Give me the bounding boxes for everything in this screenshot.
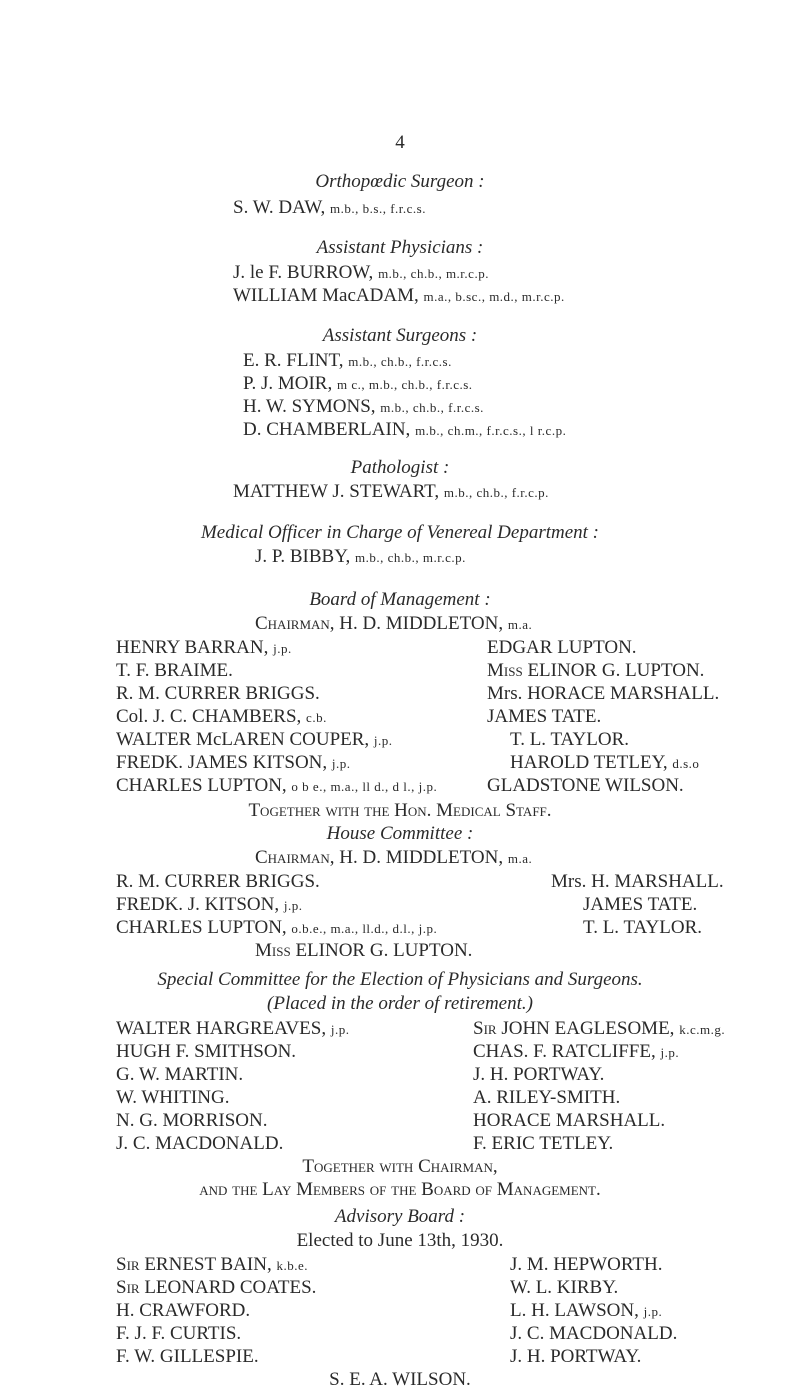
advisory-elected: Elected to June 13th, 1930. [296, 1230, 504, 1251]
advisory-row: Sir ERNEST BAIN, k.b.e. J. M. HEPWORTH. [116, 1254, 663, 1275]
board-row: R. M. CURRER BRIGGS. Mrs. HORACE MARSHALL. [116, 683, 720, 704]
advisory-heading: Advisory Board : [334, 1206, 466, 1227]
house-heading: House Committee : [326, 823, 474, 844]
special-members [0, 1017, 800, 1201]
advisory-row: Sir LEONARD COATES. W. L. KIRBY. [116, 1277, 619, 1298]
board-row: HENRY BARRAN, j.p. EDGAR LUPTON. [116, 637, 637, 658]
house-members [0, 870, 800, 961]
house-last-member: Miss ELINOR G. LUPTON. [255, 940, 473, 961]
special-heading: Special Committee for the Election of Physicians and Surgeons. [157, 969, 643, 990]
advisory-row: F. W. GILLESPIE. J. H. PORTWAY. [116, 1346, 642, 1367]
board-row: Col. J. C. CHAMBERS, c.b. JAMES TATE. [116, 706, 602, 727]
advisory-row: F. J. F. CURTIS. J. C. MACDONALD. [116, 1323, 678, 1344]
assistant-surgeons-heading: Assistant Surgeons : [322, 325, 478, 346]
advisory-members [0, 1253, 800, 1391]
house-committee-section [0, 822, 800, 868]
advisory-last-member: S. E. A. WILSON. [329, 1369, 471, 1390]
board-section [0, 588, 800, 634]
assistant-physicians-heading: Assistant Physicians : [316, 237, 484, 258]
board-heading: Board of Management : [309, 589, 491, 610]
board-footer: Together with the Hon. Medical Staff. [248, 800, 552, 821]
orthopaedic-surgeon-name: S. W. DAW, m.b., b.s., f.r.c.s. [233, 197, 426, 218]
assistant-physicians-section [0, 236, 800, 306]
house-row: FREDK. J. KITSON, j.p. JAMES TATE. [116, 894, 698, 915]
assistant-surgeon-name: D. CHAMBERLAIN, m.b., ch.m., f.r.c.s., l r.c.p. [243, 419, 567, 440]
board-row: T. F. BRAIME. Miss ELINOR G. LUPTON. [116, 660, 705, 681]
orthopaedic-heading: Orthopœdic Surgeon : [315, 171, 485, 192]
special-row: N. G. MORRISON. HORACE MARSHALL. [116, 1110, 666, 1131]
house-row: CHARLES LUPTON, o.b.e., m.a., ll.d., d.l., j.p. T. L. TAYLOR. [116, 917, 702, 938]
special-footer-1: Together with Chairman, [302, 1156, 498, 1177]
venereal-section [0, 521, 800, 567]
board-members [0, 636, 800, 822]
assistant-physician-name: J. le F. BURROW, m.b., ch.b., m.r.c.p. [233, 262, 489, 283]
board-row: FREDK. JAMES KITSON, j.p. HAROLD TETLEY, d.s.o [116, 752, 700, 773]
house-chairman: Chairman, H. D. MIDDLETON, m.a. [255, 847, 533, 868]
special-row: J. C. MACDONALD. F. ERIC TETLEY. [116, 1133, 614, 1154]
pathologist-heading: Pathologist : [350, 457, 450, 478]
board-row: CHARLES LUPTON, o b e., m.a., ll d., d l., j.p. GLADSTONE WILSON. [116, 775, 684, 796]
advisory-board-section [0, 1205, 800, 1252]
advisory-row: H. CRAWFORD. L. H. LAWSON, j.p. [116, 1300, 663, 1321]
venereal-officer-name: J. P. BIBBY, m.b., ch.b., m.r.c.p. [255, 546, 466, 567]
special-row: W. WHITING. A. RILEY-SMITH. [116, 1087, 621, 1108]
board-row: WALTER McLAREN COUPER, j.p. T. L. TAYLOR. [116, 729, 629, 750]
special-footer-2: and the Lay Members of the Board of Management. [199, 1179, 601, 1200]
special-subheading: (Placed in the order of retirement.) [267, 993, 533, 1014]
board-chairman: Chairman, H. D. MIDDLETON, m.a. [255, 613, 533, 634]
house-row: R. M. CURRER BRIGGS. Mrs. H. MARSHALL. [116, 871, 724, 892]
page-number: 4 [395, 132, 405, 153]
assistant-surgeons-section [0, 324, 800, 440]
assistant-surgeon-name: E. R. FLINT, m.b., ch.b., f.r.c.s. [243, 350, 452, 371]
special-committee-section [0, 968, 800, 1016]
special-row: WALTER HARGREAVES, j.p. Sir JOHN EAGLESOME, k.c.m.g. [116, 1018, 726, 1039]
pathologist-name: MATTHEW J. STEWART, m.b., ch.b., f.r.c.p. [233, 481, 549, 502]
orthopaedic-section [0, 170, 800, 218]
assistant-surgeon-name: P. J. MOIR, m c., m.b., ch.b., f.r.c.s. [243, 373, 473, 394]
venereal-heading: Medical Officer in Charge of Venereal Department : [200, 522, 600, 543]
special-row: HUGH F. SMITHSON. CHAS. F. RATCLIFFE, j.p. [116, 1041, 680, 1062]
assistant-surgeon-name: H. W. SYMONS, m.b., ch.b., f.r.c.s. [243, 396, 484, 417]
assistant-physician-name: WILLIAM MacADAM, m.a., b.sc., m.d., m.r.c.p. [233, 285, 565, 306]
special-row: G. W. MARTIN. J. H. PORTWAY. [116, 1064, 605, 1085]
pathologist-section [0, 456, 800, 502]
